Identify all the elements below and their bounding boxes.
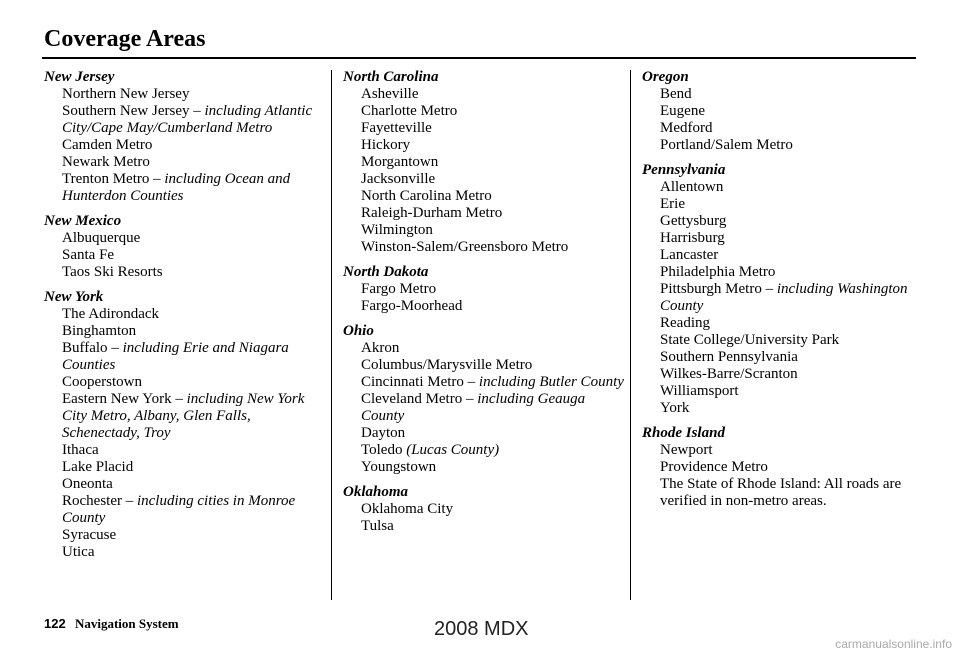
city-entry (343, 425, 625, 442)
watermark: carmanualsonline.info (835, 637, 952, 651)
city-separator: – (171, 391, 187, 407)
city-entry (343, 120, 625, 137)
city-entry (343, 239, 625, 256)
city-note: including New York City Metro, Albany, Glen Falls, Schenectady, Troy (62, 391, 305, 441)
column-divider-2 (630, 70, 631, 600)
model-label: 2008 MDX (434, 618, 529, 640)
column-2 (343, 69, 625, 543)
city-entry (642, 103, 924, 120)
city-separator: – (462, 391, 478, 407)
state-name: Oregon (642, 69, 689, 85)
city-entry (44, 154, 326, 171)
city-name: Camden Metro (62, 137, 153, 153)
city-note: including Atlantic City/Cape May/Cumberland Metro (62, 103, 313, 136)
state-block (343, 323, 625, 476)
city-entry (343, 501, 625, 518)
city-note: including cities in Monroe County (62, 493, 296, 526)
city-entry (343, 281, 625, 298)
city-entry (44, 442, 326, 459)
state-block (343, 484, 625, 535)
city-name: Oneonta (62, 476, 113, 492)
city-name: Cooperstown (62, 374, 142, 390)
city-name: Pittsburgh Metro (660, 281, 762, 297)
city-name: Dayton (361, 425, 406, 441)
city-name: Wilkes-Barre/Scranton (660, 366, 798, 382)
column-divider-1 (331, 70, 332, 600)
city-name: Newark Metro (62, 154, 150, 170)
city-name: Northern New Jersey (62, 86, 190, 102)
city-name: Harrisburg (660, 230, 725, 246)
city-name: Santa Fe (62, 247, 115, 263)
city-name: Akron (361, 340, 400, 356)
city-entry (343, 86, 625, 103)
city-name: Rochester (62, 493, 122, 509)
city-entry (44, 527, 326, 544)
state-name: Pennsylvania (642, 162, 726, 178)
city-entry (343, 171, 625, 188)
city-entry (44, 476, 326, 493)
city-entry (343, 357, 625, 374)
city-separator: – (149, 171, 165, 187)
state-block (44, 213, 326, 281)
city-name: Erie (660, 196, 685, 212)
state-name: North Carolina (343, 69, 439, 85)
title-rule (42, 57, 916, 59)
city-name: Lake Placid (62, 459, 134, 475)
column-1 (44, 69, 326, 569)
city-entry (642, 213, 924, 230)
city-entry (343, 137, 625, 154)
city-name: Fargo-Moorhead (361, 298, 463, 314)
city-name: Medford (660, 120, 713, 136)
city-name: Williamsport (660, 383, 739, 399)
city-entry (343, 391, 625, 425)
city-entry (642, 459, 924, 476)
city-name: Youngstown (361, 459, 437, 475)
state-name: New York (44, 289, 104, 305)
city-entry (642, 315, 924, 332)
city-entry (642, 332, 924, 349)
city-entry (44, 391, 326, 442)
city-separator: – (121, 493, 137, 509)
city-entry (642, 137, 924, 154)
state-name: Rhode Island (642, 425, 725, 441)
city-name: Buffalo (62, 340, 108, 356)
city-entry (642, 264, 924, 281)
city-name: Allentown (660, 179, 724, 195)
city-entry (44, 103, 326, 137)
city-entry (642, 400, 924, 417)
city-entry (642, 196, 924, 213)
state-block (44, 289, 326, 561)
state-name: Ohio (343, 323, 374, 339)
state-block (343, 264, 625, 315)
state-block (642, 425, 924, 510)
city-entry (343, 205, 625, 222)
city-entry (642, 120, 924, 137)
city-name: Oklahoma City (361, 501, 454, 517)
state-block (642, 69, 924, 154)
city-name: Jacksonville (361, 171, 436, 187)
city-name: Bend (660, 86, 692, 102)
city-entry (343, 442, 625, 459)
city-note: (Lucas County) (406, 442, 500, 458)
city-name: Eastern New York (62, 391, 172, 407)
footer-label: Navigation System (74, 616, 179, 631)
city-name: Morgantown (361, 154, 439, 170)
city-name: Hickory (361, 137, 411, 153)
city-name: Cincinnati Metro (361, 374, 464, 390)
city-entry (343, 340, 625, 357)
state-block (44, 69, 326, 205)
column-3 (642, 69, 924, 518)
city-name: Albuquerque (62, 230, 141, 246)
city-name: Eugene (660, 103, 705, 119)
city-name: State College/University Park (660, 332, 840, 348)
state-block (642, 162, 924, 417)
city-entry (44, 247, 326, 264)
city-name: Utica (62, 544, 95, 560)
city-note: including Geauga County (361, 391, 586, 424)
city-entry (44, 306, 326, 323)
city-name: Providence Metro (660, 459, 768, 475)
city-entry (642, 281, 924, 315)
city-note: including Erie and Niagara Counties (62, 340, 289, 373)
city-name: Southern Pennsylvania (660, 349, 798, 365)
city-name: Cleveland Metro (361, 391, 463, 407)
city-entry (343, 298, 625, 315)
city-name: Reading (660, 315, 710, 331)
page-title: Coverage Areas (44, 26, 206, 52)
city-name: York (660, 400, 690, 416)
city-entry (642, 247, 924, 264)
city-separator: – (189, 103, 205, 119)
city-entry (44, 86, 326, 103)
city-entry (44, 493, 326, 527)
state-name: New Mexico (44, 213, 122, 229)
city-entry (642, 179, 924, 196)
city-name: Newport (660, 442, 713, 458)
city-name: Binghamton (62, 323, 137, 339)
city-entry (343, 103, 625, 120)
city-entry (343, 374, 625, 391)
city-name: Columbus/Marysville Metro (361, 357, 533, 373)
state-block (343, 69, 625, 256)
city-entry (44, 340, 326, 374)
city-note: including Butler County (478, 374, 624, 390)
state-name: Oklahoma (343, 484, 409, 500)
city-separator: – (107, 340, 123, 356)
city-entry (642, 383, 924, 400)
city-name: Tulsa (361, 518, 394, 534)
city-entry (44, 171, 326, 205)
city-name: Trenton Metro (62, 171, 150, 187)
city-name: The Adirondack (62, 306, 160, 322)
city-name: Toledo (361, 442, 403, 458)
city-name: Taos Ski Resorts (62, 264, 163, 280)
city-separator: – (463, 374, 479, 390)
city-separator: – (761, 281, 777, 297)
city-entry (44, 264, 326, 281)
city-entry (642, 86, 924, 103)
city-name: Fargo Metro (361, 281, 437, 297)
page-footer (44, 616, 179, 632)
city-entry (44, 230, 326, 247)
city-name: North Carolina Metro (361, 188, 492, 204)
city-name: Syracuse (62, 527, 117, 543)
city-name: Ithaca (62, 442, 99, 458)
city-entry (642, 230, 924, 247)
city-name: Portland/Salem Metro (660, 137, 793, 153)
city-entry (343, 154, 625, 171)
state-name: New Jersey (44, 69, 115, 85)
city-entry (642, 349, 924, 366)
city-entry (642, 476, 924, 510)
city-name: The State of Rhode Island: All roads are verified in non-metro areas. (660, 476, 902, 509)
city-note: including Ocean and Hunterdon Counties (62, 171, 291, 204)
city-name: Charlotte Metro (361, 103, 458, 119)
city-entry (642, 442, 924, 459)
city-name: Wilmington (361, 222, 433, 238)
city-name: Philadelphia Metro (660, 264, 776, 280)
city-entry (343, 459, 625, 476)
city-entry (642, 366, 924, 383)
city-entry (44, 323, 326, 340)
city-entry (343, 518, 625, 535)
city-entry (343, 188, 625, 205)
city-name: Winston-Salem/Greensboro Metro (361, 239, 569, 255)
city-name: Lancaster (660, 247, 719, 263)
city-entry (44, 374, 326, 391)
city-name: Asheville (361, 86, 419, 102)
page-number: 122 (44, 616, 66, 631)
city-note: including Washington County (660, 281, 908, 314)
city-name: Southern New Jersey (62, 103, 190, 119)
city-name: Gettysburg (660, 213, 727, 229)
state-name: North Dakota (343, 264, 429, 280)
city-entry (44, 459, 326, 476)
city-entry (343, 222, 625, 239)
city-entry (44, 137, 326, 154)
city-entry (44, 544, 326, 561)
city-name: Fayetteville (361, 120, 432, 136)
city-name: Raleigh-Durham Metro (361, 205, 503, 221)
